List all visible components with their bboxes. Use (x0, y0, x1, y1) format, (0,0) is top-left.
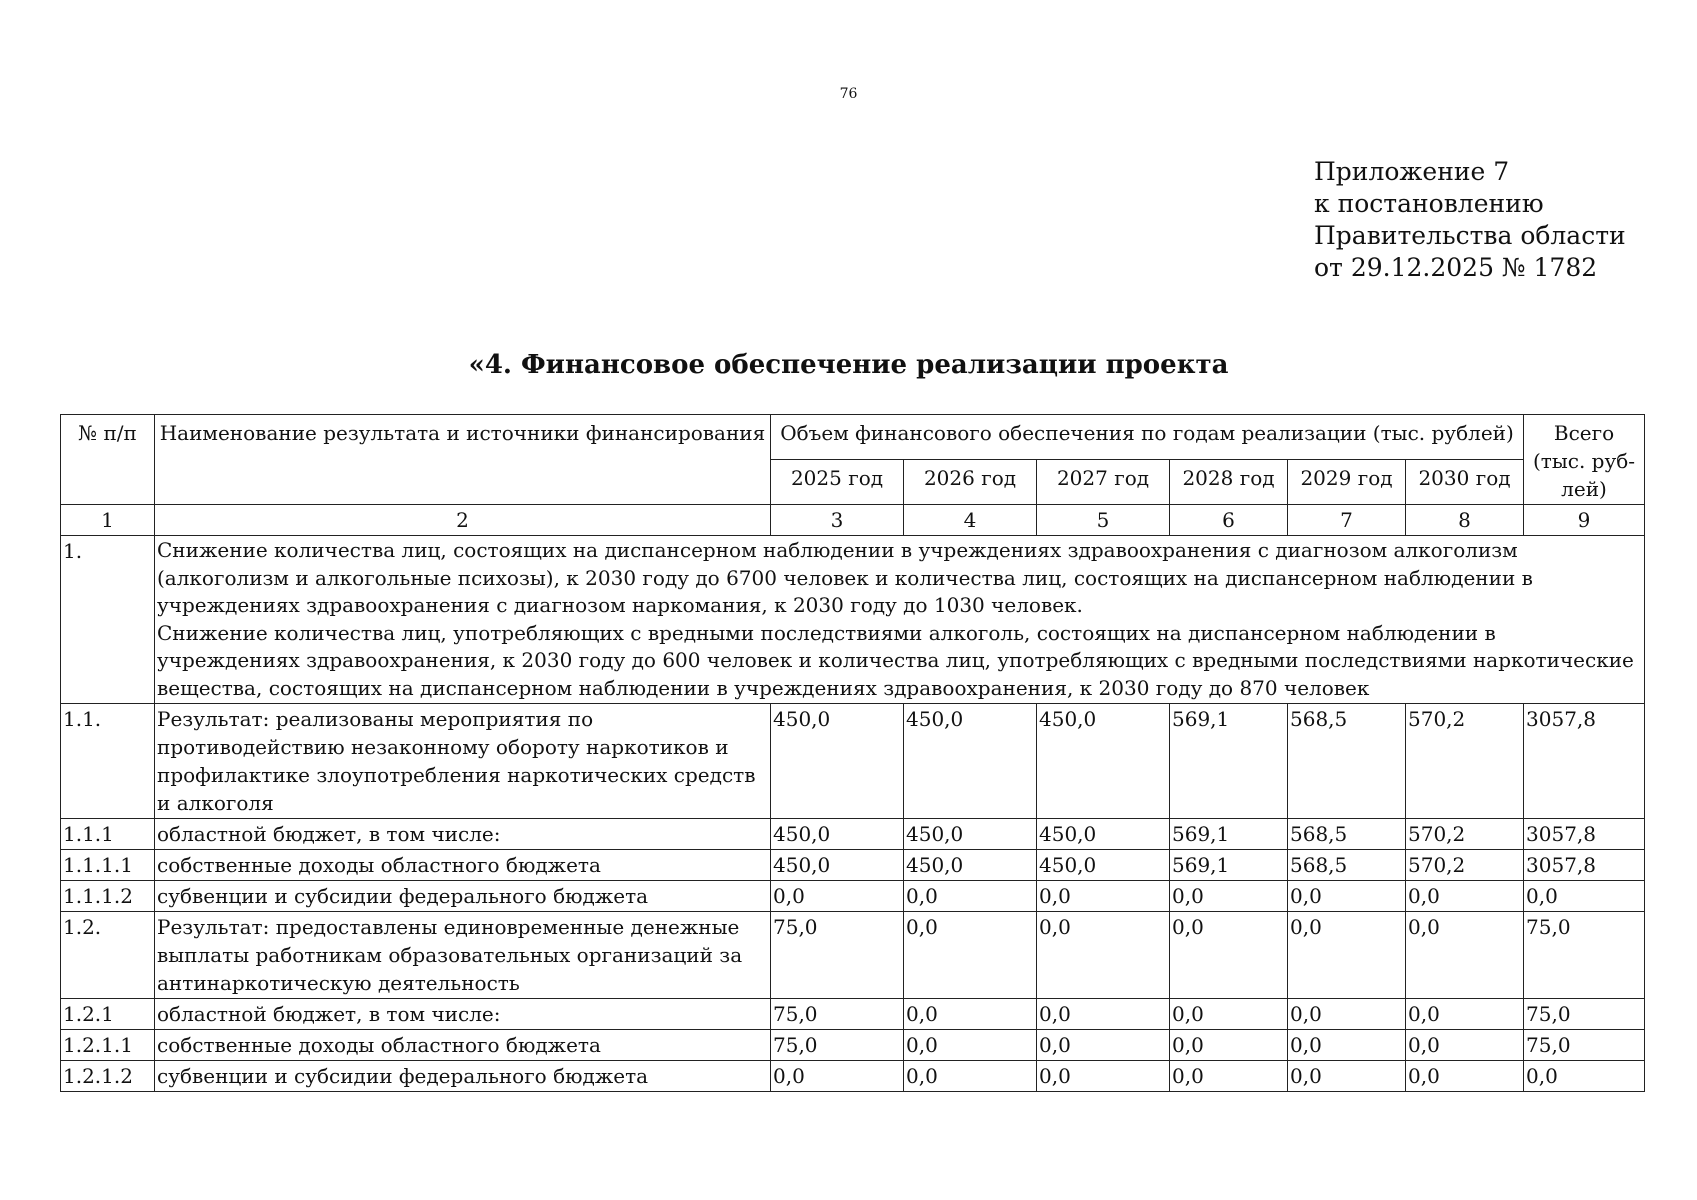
row-value: 450,0 (1037, 850, 1170, 881)
header-year: 2026 год (904, 460, 1037, 505)
column-number: 5 (1037, 505, 1170, 536)
table-row (61, 850, 1645, 881)
row-num: 1.2.1.2 (61, 1061, 155, 1092)
row-value: 75,0 (771, 999, 904, 1030)
appendix-block (1314, 156, 1626, 284)
column-number: 3 (771, 505, 904, 536)
row-value: 570,2 (1406, 704, 1524, 819)
row-name: собственные доходы областного бюджета (155, 1030, 771, 1061)
row-num: 1.1.1.2 (61, 881, 155, 912)
row-value: 0,0 (1288, 912, 1406, 999)
header-name: Наименование результата и источники финансирования (155, 415, 771, 505)
row-value: 0,0 (904, 912, 1037, 999)
appendix-line-2: к постановлению (1314, 189, 1544, 218)
table-row (61, 819, 1645, 850)
row-value: 569,1 (1170, 850, 1288, 881)
row-total: 75,0 (1524, 1030, 1645, 1061)
row-num: 1.1. (61, 704, 155, 819)
table-row (61, 704, 1645, 819)
row-value: 0,0 (1037, 1030, 1170, 1061)
row-num: 1.2.1.1 (61, 1030, 155, 1061)
row-value: 0,0 (1170, 1030, 1288, 1061)
row-value: 0,0 (1288, 1030, 1406, 1061)
row-value: 568,5 (1288, 819, 1406, 850)
column-number: 8 (1406, 505, 1524, 536)
row-total: 75,0 (1524, 912, 1645, 999)
row-value: 0,0 (1406, 881, 1524, 912)
row-value: 0,0 (1406, 1061, 1524, 1092)
appendix-line-4: от 29.12.2025 № 1782 (1314, 253, 1598, 282)
row-value: 0,0 (1406, 912, 1524, 999)
table-row (61, 1030, 1645, 1061)
column-numbers-row (61, 505, 1645, 536)
row-name: Результат: предоставлены единовременные денежные выплаты работникам образовательных организаций за антинаркотическую деятельность (155, 912, 771, 999)
row-value: 0,0 (904, 881, 1037, 912)
header-year: 2025 год (771, 460, 904, 505)
row-value: 568,5 (1288, 850, 1406, 881)
row-value: 570,2 (1406, 819, 1524, 850)
column-number: 2 (155, 505, 771, 536)
header-row (61, 415, 1645, 460)
header-year: 2028 год (1170, 460, 1288, 505)
row-value: 0,0 (1170, 881, 1288, 912)
row-value: 0,0 (1037, 881, 1170, 912)
page-number: 76 (839, 86, 858, 102)
row-total: 3057,8 (1524, 850, 1645, 881)
row-num: 1.2.1 (61, 999, 155, 1030)
row-name: областной бюджет, в том числе: (155, 819, 771, 850)
row-value: 0,0 (904, 999, 1037, 1030)
goal-text (155, 536, 1645, 704)
appendix-line-1: Приложение 7 (1314, 157, 1510, 186)
row-value: 0,0 (1037, 999, 1170, 1030)
goal-text-2: Снижение количества лиц, употребляющих с вредными последствиями алкоголь, состоящих на диспансерном наблюдении в учреждениях здравоохранения, к 2030 году до 600 человек и количества лиц, употребляющих с вредными последствиями наркотические вещества, состоящих на диспансерном наблюдении в учреждениях здравоохранения, к 2030 году до 870 человек (157, 620, 1634, 700)
goal-row (61, 536, 1645, 704)
header-year: 2030 год (1406, 460, 1524, 505)
row-value: 450,0 (771, 704, 904, 819)
header-year: 2029 год (1288, 460, 1406, 505)
table-row (61, 1061, 1645, 1092)
row-value: 0,0 (1288, 881, 1406, 912)
row-value: 75,0 (771, 1030, 904, 1061)
table-row (61, 912, 1645, 999)
row-name: областной бюджет, в том числе: (155, 999, 771, 1030)
row-value: 450,0 (771, 819, 904, 850)
table-row (61, 881, 1645, 912)
column-number: 9 (1524, 505, 1645, 536)
row-total: 3057,8 (1524, 819, 1645, 850)
row-num: 1.2. (61, 912, 155, 999)
row-value: 75,0 (771, 912, 904, 999)
row-name: собственные доходы областного бюджета (155, 850, 771, 881)
row-name: субвенции и субсидии федерального бюджета (155, 1061, 771, 1092)
row-value: 568,5 (1288, 704, 1406, 819)
column-number: 6 (1170, 505, 1288, 536)
row-value: 450,0 (1037, 704, 1170, 819)
table-row (61, 999, 1645, 1030)
row-num: 1.1.1.1 (61, 850, 155, 881)
row-value: 0,0 (1406, 1030, 1524, 1061)
appendix-line-3: Правительства области (1314, 221, 1626, 250)
row-value: 0,0 (904, 1030, 1037, 1061)
row-value: 570,2 (1406, 850, 1524, 881)
row-value: 0,0 (1170, 999, 1288, 1030)
row-value: 450,0 (904, 850, 1037, 881)
row-value: 0,0 (1037, 912, 1170, 999)
row-value: 450,0 (1037, 819, 1170, 850)
financing-table (60, 414, 1645, 1092)
row-value: 450,0 (904, 819, 1037, 850)
row-total: 75,0 (1524, 999, 1645, 1030)
row-value: 0,0 (771, 881, 904, 912)
column-number: 4 (904, 505, 1037, 536)
row-total: 0,0 (1524, 881, 1645, 912)
column-number: 1 (61, 505, 155, 536)
row-value: 569,1 (1170, 704, 1288, 819)
row-num: 1.1.1 (61, 819, 155, 850)
row-value: 0,0 (771, 1061, 904, 1092)
row-value: 569,1 (1170, 819, 1288, 850)
row-value: 0,0 (904, 1061, 1037, 1092)
row-value: 0,0 (1170, 912, 1288, 999)
row-value: 450,0 (904, 704, 1037, 819)
goal-num: 1. (61, 536, 155, 704)
row-name: субвенции и субсидии федерального бюджета (155, 881, 771, 912)
goal-text-1: Снижение количества лиц, состоящих на диспансерном наблюдении в учреждениях здравоохранения с диагнозом алкоголизм (алкоголизм и алкогольные психозы), к 2030 году до 6700 человек и количества лиц, состоящих на диспансерном наблюдении в учреждениях здравоохранения с диагнозом наркомания, к 2030 году до 1030 человек. (157, 538, 1533, 617)
row-total: 0,0 (1524, 1061, 1645, 1092)
row-name: Результат: реализованы мероприятия по противодействию незаконному обороту наркотиков и профилактике злоупотребления наркотических средств и алкоголя (155, 704, 771, 819)
row-value: 0,0 (1406, 999, 1524, 1030)
header-year: 2027 год (1037, 460, 1170, 505)
row-value: 0,0 (1170, 1061, 1288, 1092)
header-num: № п/п (61, 415, 155, 505)
row-value: 0,0 (1288, 1061, 1406, 1092)
header-volume: Объем финансового обеспечения по годам реализации (тыс. рублей) (771, 415, 1524, 460)
row-total: 3057,8 (1524, 704, 1645, 819)
row-value: 0,0 (1288, 999, 1406, 1030)
column-number: 7 (1288, 505, 1406, 536)
page-title: «4. Финансовое обеспечение реализации проекта (468, 350, 1229, 380)
header-total: Всего (тыс. руб-лей) (1524, 415, 1645, 505)
row-value: 450,0 (771, 850, 904, 881)
row-value: 0,0 (1037, 1061, 1170, 1092)
